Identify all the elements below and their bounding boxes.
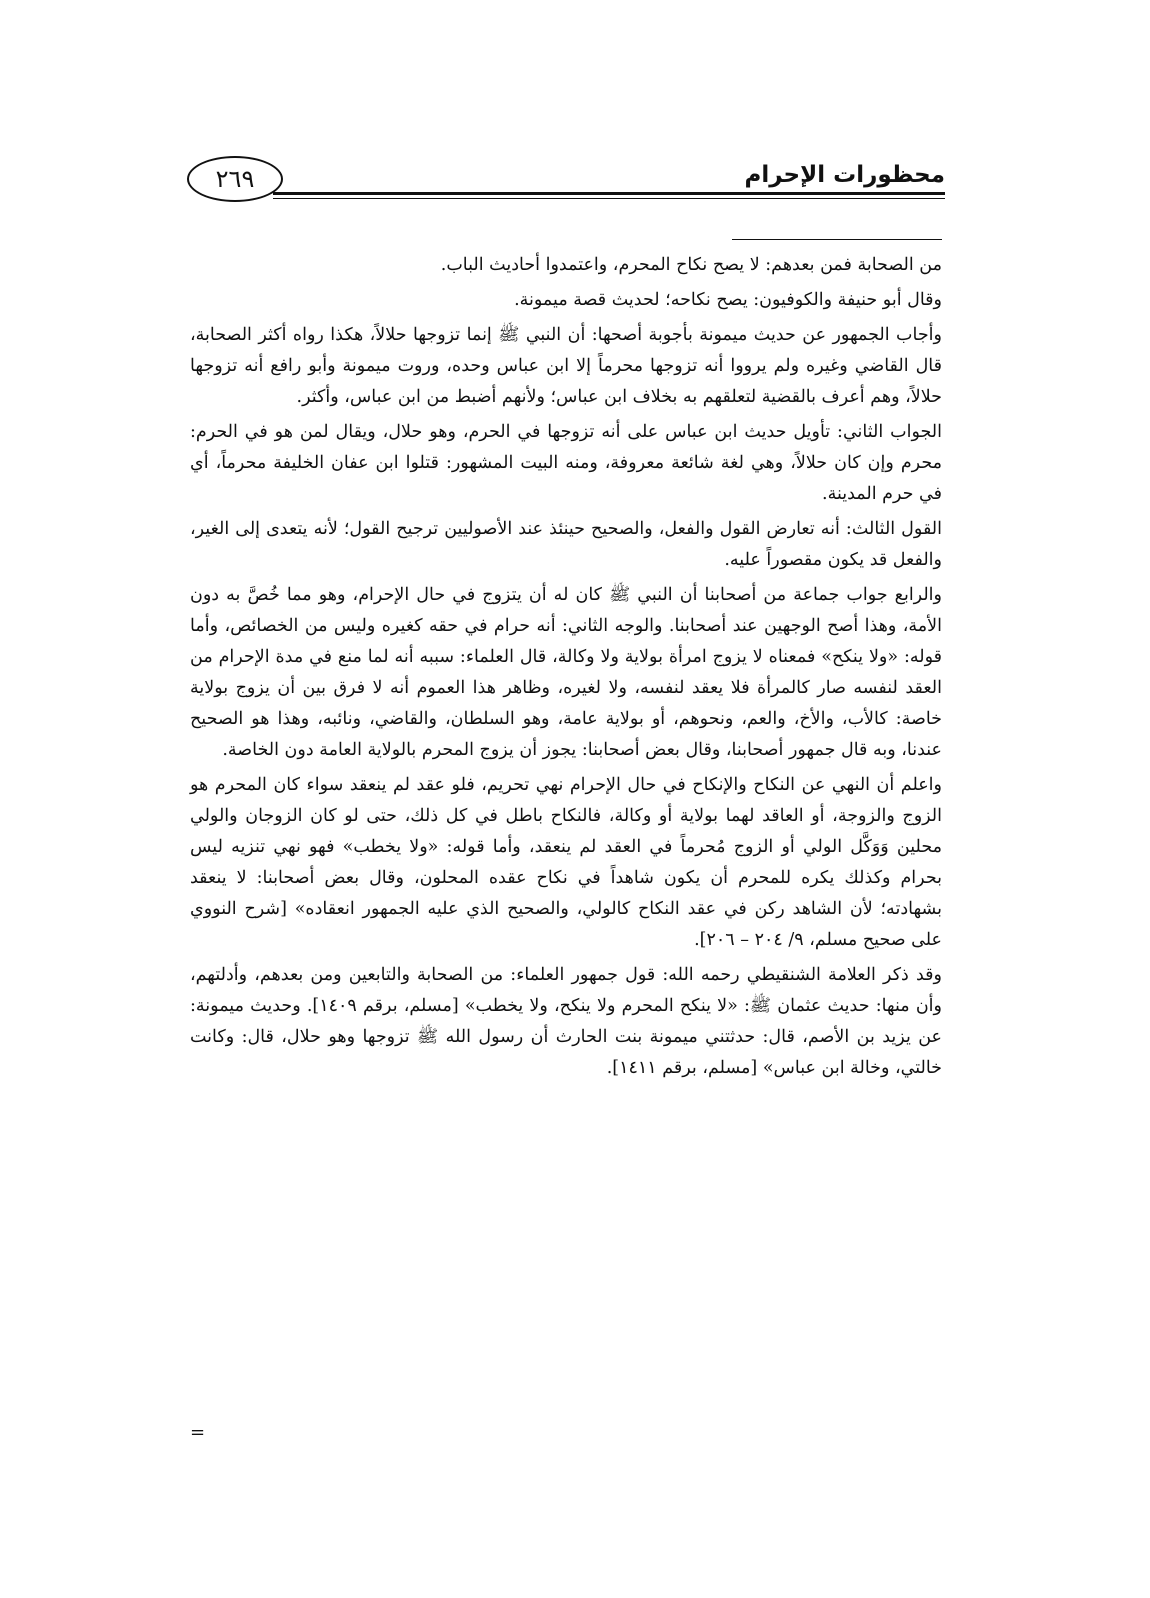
paragraph-4: الجواب الثاني: تأويل حديث ابن عباس على أنه تزوجها في الحرم، وهو حلال، ويقال لمن هو في الحرم: محرم وإن كان حلالاً، وهي لغة شائعة معروفة، ومنه البيت المشهور: قتلوا ابن عفان الخليفة محرماً، أي في حرم المدينة.: [190, 422, 942, 504]
page-number: ٢٦٩: [187, 156, 283, 202]
continuation-mark: =: [190, 1422, 206, 1443]
footnote-body: [190, 250, 942, 1088]
paragraph-1: من الصحابة فمن بعدهم: لا يصح نكاح المحرم، واعتمدوا أحاديث الباب.: [440, 255, 942, 275]
paragraph-5: القول الثالث: أنه تعارض القول والفعل، والصحيح حينئذ عند الأصوليين ترجيح القول؛ لأنه يتعدى إلى الغير، والفعل قد يكون مقصوراً عليه.: [190, 519, 942, 570]
paragraph-2: وقال أبو حنيفة والكوفيون: يصح نكاحه؛ لحديث قصة ميمونة.: [514, 290, 942, 310]
paragraph-3: وأجاب الجمهور عن حديث ميمونة بأجوبة أصحها: أن النبي ﷺ إنما تزوجها حلالاً، هكذا رواه أكثر الصحابة، قال القاضي وغيره ولم يرووا أنه تزوجها محرماً إلا ابن عباس وحده، وروت ميمونة وأبو رافع أنه تزوجها حلالاً، وهم أعرف بالقضية لتعلقهم به بخلاف ابن عباس؛ ولأنهم أضبط من ابن عباس، وأكثر.: [190, 325, 942, 407]
footnote-separator: [732, 239, 942, 240]
header-rule: [273, 192, 945, 195]
header-rule-thin: [273, 198, 945, 199]
chapter-title: محظورات الإحرام: [744, 162, 945, 188]
paragraph-6: والرابع جواب جماعة من أصحابنا أن النبي ﷺ كان له أن يتزوج في حال الإحرام، وهو مما خُصَّ به دون الأمة، وهذا أصح الوجهين عند أصحابنا. والوجه الثاني: أنه حرام في حقه كغيره وليس من الخصائص، وأما قوله: «ولا ينكح» فمعناه لا يزوج امرأة بولاية ولا وكالة، قال العلماء: سببه أنه لما منع في مدة الإحرام من العقد لنفسه صار كالمرأة فلا يعقد لنفسه، ولا لغيره، وظاهر هذا العموم أنه لا فرق بين أن يزوج بولاية خاصة: كالأب، والأخ، والعم، ونحوهم، أو بولاية عامة، وهو السلطان، والقاضي، ونائبه، وهذا هو الصحيح عندنا، وبه قال جمهور أصحابنا، وقال بعض أصحابنا: يجوز أن يزوج المحرم بالولاية العامة دون الخاصة.: [190, 585, 942, 760]
page-header: [187, 156, 945, 208]
paragraph-8: وقد ذكر العلامة الشنقيطي رحمه الله: قول جمهور العلماء: من الصحابة والتابعين ومن بعدهم، وأدلتهم، وأن منها: حديث عثمان ﷺ: «لا ينكح المحرم ولا ينكح، ولا يخطب» [مسلم، برقم ١٤٠٩]. وحديث ميمونة: عن يزيد بن الأصم، قال: حدثتني ميمونة بنت الحارث أن رسول الله ﷺ تزوجها وهو حلال، قال: وكانت خالتي، وخالة ابن عباس» [مسلم، برقم ١٤١١].: [190, 965, 942, 1078]
paragraph-7: واعلم أن النهي عن النكاح والإنكاح في حال الإحرام نهي تحريم، فلو عقد لم ينعقد سواء كان المحرم هو الزوج والزوجة، أو العاقد لهما بولاية أو وكالة، فالنكاح باطل في كل ذلك، حتى لو كان الزوجان والولي محلين وَوَكَّل الولي أو الزوج مُحرماً في العقد لم ينعقد، وأما قوله: «ولا يخطب» فهو نهي تنزيه ليس بحرام وكذلك يكره للمحرم أن يكون شاهداً في نكاح عقده المحلون، وقال بعض أصحابنا: لا ينعقد بشهادته؛ لأن الشاهد ركن في عقد النكاح كالولي، والصحيح الذي عليه الجمهور انعقاده» [شرح النووي على صحيح مسلم، ٩/ ٢٠٤ – ٢٠٦].: [190, 775, 942, 950]
